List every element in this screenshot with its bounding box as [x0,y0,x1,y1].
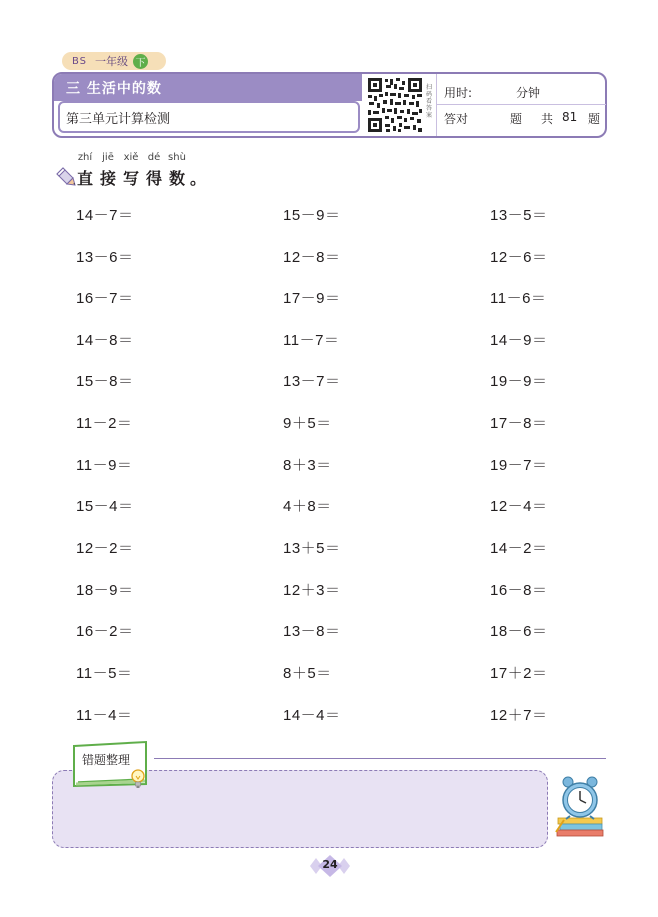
math-problem: 12＋3＝ [283,582,341,599]
math-problem: 16－8＝ [490,582,548,599]
unit-title: 三 生活中的数 [66,80,162,97]
math-problem: 17－9＝ [283,290,341,307]
math-problem: 14－4＝ [283,707,341,724]
total-unit: 题 [588,112,601,126]
math-problem: 11－9＝ [76,457,133,474]
math-problem: 11－5＝ [76,665,133,682]
instruction-char: 。 [190,169,207,188]
math-problem: 15－8＝ [76,373,134,390]
header-divider [436,74,437,136]
math-problem: 12－2＝ [76,540,134,557]
math-problem: 13－7＝ [283,373,341,390]
math-problem: 14－7＝ [76,207,134,224]
correct-unit: 题 [510,112,523,126]
instruction-char: 写 [123,169,140,188]
lightbulb-icon [130,768,146,790]
series-label: BS [72,55,88,67]
time-blank[interactable] [478,98,512,99]
math-problem: 19－7＝ [490,457,548,474]
math-problem: 13－5＝ [490,207,548,224]
time-label: 用时: [444,86,473,100]
volume-badge: 下 [133,54,148,69]
math-problem: 17＋2＝ [490,665,548,682]
math-problem: 15－9＝ [283,207,341,224]
page-number: 24 [322,858,338,871]
math-problem: 12－6＝ [490,249,548,266]
review-divider [154,758,606,759]
math-problem: 18－6＝ [490,623,548,640]
math-problem: 8＋3＝ [283,457,332,474]
alarm-clock-icon [554,774,606,838]
math-problem: 14－8＝ [76,332,134,349]
math-problem: 16－2＝ [76,623,134,640]
unit-title-bar [54,74,362,101]
math-problem: 12－4＝ [490,498,548,515]
instruction-char: 接 [100,169,117,188]
pinyin-4: dé [147,152,161,163]
header-divider-h [436,104,606,105]
math-problem: 13－6＝ [76,249,134,266]
pinyin-5: shù [168,152,186,163]
math-problem: 17－8＝ [490,415,548,432]
subtitle-box [58,101,360,133]
grade-tag [62,52,166,70]
page-subtitle: 第三单元计算检测 [66,111,171,127]
pinyin-3: xiě [123,152,139,163]
time-unit: 分钟 [516,86,541,100]
pencil-icon [54,164,76,186]
math-problem: 11－2＝ [76,415,133,432]
math-problem: 18－9＝ [76,582,134,599]
math-problem: 11－7＝ [283,332,340,349]
math-problem: 19－9＝ [490,373,548,390]
instruction-char: 直 [77,169,94,188]
grade-label: 一年级 [95,55,129,68]
math-problem: 16－7＝ [76,290,134,307]
qr-code-icon[interactable] [366,76,424,134]
math-problem: 12＋7＝ [490,707,548,724]
qr-hint: 扫码看答案 [425,84,432,119]
math-problem: 13＋5＝ [283,540,341,557]
instruction-char: 数 [169,169,186,188]
pinyin-1: zhí [77,152,93,163]
total-label: 共 [541,112,554,126]
math-problem: 15－4＝ [76,498,134,515]
instruction-char: 得 [146,169,163,188]
math-problem: 13－8＝ [283,623,341,640]
correct-label: 答对 [444,112,469,126]
math-problem: 4＋8＝ [283,498,332,515]
math-problem: 14－9＝ [490,332,548,349]
review-label: 错题整理 [82,753,131,767]
math-problem: 8＋5＝ [283,665,332,682]
math-problem: 11－6＝ [490,290,547,307]
pinyin-2: jiē [102,152,114,163]
total-count: 81 [562,110,578,124]
math-problem: 9＋5＝ [283,415,332,432]
math-problem: 14－2＝ [490,540,548,557]
math-problem: 12－8＝ [283,249,341,266]
math-problem: 11－4＝ [76,707,133,724]
